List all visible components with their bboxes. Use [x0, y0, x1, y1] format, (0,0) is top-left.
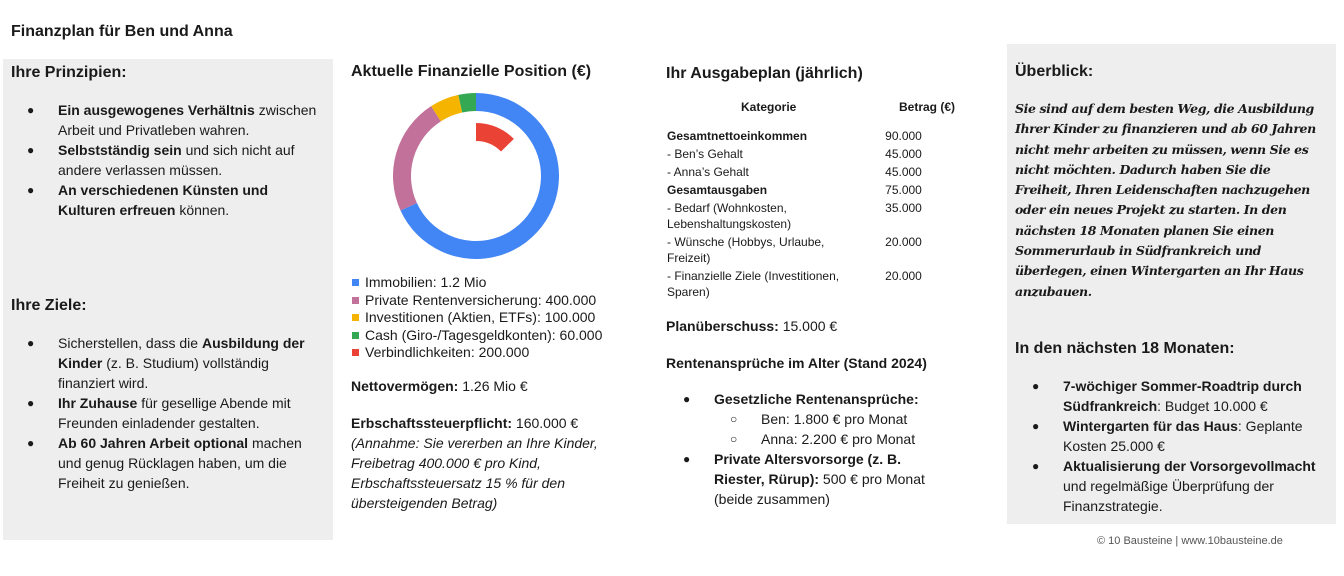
- legend-item: [352, 309, 602, 327]
- bullet-icon: ●: [27, 103, 35, 117]
- spending-row-label: Gesamtausgaben: [667, 183, 768, 197]
- goal-pre: Sicherstellen, dass die: [58, 335, 202, 351]
- principle-item: [27, 180, 322, 220]
- goal-bold: Ihr Zuhause: [58, 395, 138, 411]
- col-amount-header: Betrag (€): [899, 100, 956, 114]
- footer-credit: © 10 Bausteine | www.10bausteine.de: [1097, 535, 1283, 547]
- goal-post: (z. B. Studium) vollständig finanziert wird.: [58, 355, 269, 391]
- spending-row-amount: 20.000: [885, 235, 922, 249]
- pension-sub-item: [683, 429, 953, 449]
- bullet-icon: ●: [27, 336, 35, 350]
- chart-legend: [352, 274, 602, 362]
- net-worth-label: Nettovermögen:: [351, 378, 459, 394]
- circle-bullet-icon: ○: [730, 412, 738, 426]
- next-bold: Wintergarten für das Haus: [1063, 418, 1238, 434]
- principle-item: [27, 100, 322, 140]
- tax-label: Erbschaftssteuerpflicht:: [351, 415, 513, 431]
- next-item: [1032, 456, 1322, 516]
- next-months-list: [1032, 376, 1322, 516]
- circle-bullet-icon: ○: [730, 432, 738, 446]
- bullet-icon: ●: [27, 183, 35, 197]
- overview-heading: Überblick:: [1015, 63, 1094, 80]
- spending-row: [667, 146, 967, 162]
- spending-row: [667, 268, 967, 300]
- spending-row-label: - Wünsche (Hobbys, Urlaube, Freizeit): [667, 235, 825, 265]
- goal-item: [27, 433, 312, 493]
- surplus-label: Planüberschuss:: [666, 318, 779, 334]
- goal-post: für gesellige Abende mit Freunden einladender gestalten.: [58, 395, 291, 431]
- surplus: [666, 316, 837, 336]
- bullet-icon: ●: [27, 143, 35, 157]
- tax-value: 160.000 €: [512, 415, 579, 431]
- principles-list: [27, 100, 322, 220]
- bullet-icon: ●: [27, 436, 35, 450]
- next-item: [1032, 376, 1322, 416]
- next-bold: Aktualisierung der Vorsorgevollmacht: [1063, 458, 1316, 474]
- donut-slice-1: [393, 106, 441, 210]
- tax-note: (Annahme: Sie vererben an Ihre Kinder, Freibetrag 400.000 € pro Kind, Erbschaftssteuersatz 15 % für den übersteigenden Betrag): [351, 435, 598, 511]
- legend-label: Investitionen (Aktien, ETFs): 100.000: [365, 309, 596, 325]
- legend-label: Immobilien: 1.2 Mio: [365, 274, 487, 290]
- legend-label: Cash (Giro-/Tagesgeldkonten): 60.000: [365, 326, 603, 343]
- pension-item: [683, 449, 953, 509]
- legend-item: [352, 274, 602, 292]
- spending-row-label: Gesamtnettoeinkommen: [667, 129, 808, 143]
- next-item: [1032, 416, 1322, 456]
- spending-row-amount: 20.000: [885, 269, 922, 283]
- goal-bold: Ausbildung der Kinder: [58, 335, 305, 371]
- principle-text: können.: [175, 202, 230, 218]
- net-worth-value: 1.26 Mio €: [458, 378, 528, 394]
- principle-bold: An verschiedenen Künsten und Kulturen erfreuen: [58, 182, 269, 218]
- spending-row-label: - Ben’s Gehalt: [667, 147, 743, 161]
- bullet-icon: ●: [27, 396, 35, 410]
- bullet-icon: ●: [683, 452, 691, 466]
- next-text: und regelmäßige Überprüfung der Finanzstrategie.: [1063, 478, 1274, 514]
- spending-row-label: - Bedarf (Wohnkosten, Lebenshaltungskosten): [667, 201, 792, 231]
- goals-heading: Ihre Ziele:: [11, 297, 87, 314]
- pension-bold: Gesetzliche Rentenansprüche:: [714, 391, 919, 407]
- legend-swatch: [352, 332, 359, 339]
- goal-post: machen und genug Rücklagen haben, um die Freiheit zu genießen.: [58, 435, 302, 491]
- spending-row-amount: 45.000: [885, 147, 922, 161]
- legend-swatch: [352, 314, 359, 321]
- legend-swatch: [352, 279, 359, 286]
- spending-table: [667, 100, 967, 300]
- surplus-value: 15.000 €: [778, 318, 838, 334]
- principle-text: und sich nicht auf andere verlassen müssen.: [58, 142, 295, 178]
- next-bold: 7-wöchiger Sommer-Roadtrip durch Südfrankreich: [1063, 378, 1302, 414]
- spending-heading: Ihr Ausgabeplan (jährlich): [666, 65, 863, 82]
- next-text: : Geplante Kosten 25.000 €: [1063, 418, 1303, 454]
- overview-text: Sie sind auf dem besten Weg, die Ausbildung Ihrer Kinder zu finanzieren und ab 60 Jahren nicht mehr arbeiten zu müssen, wenn Sie es nicht möchten. Dadurch haben Sie die Freiheit, Ihren Leidenschaften nachzugehen oder ein neues Projekt zu starten. In den nächsten 18 Monaten planen Sie einen Sommerurlaub in Südfrankreich und überlegen, einen Wintergarten an Ihr Haus anzubauen.: [1015, 101, 1316, 299]
- spending-row-label: - Anna’s Gehalt: [667, 165, 749, 179]
- spending-row-amount: 45.000: [885, 165, 922, 179]
- net-worth: [351, 376, 528, 396]
- inheritance-tax: [351, 413, 626, 513]
- pension-text: 500 € pro Monat (beide zusammen): [714, 471, 925, 507]
- bullet-icon: ●: [1032, 379, 1040, 393]
- spending-row: [667, 164, 967, 180]
- pension-list: [683, 389, 953, 509]
- legend-label: Verbindlichkeiten: 200.000: [365, 344, 530, 360]
- legend-swatch: [352, 349, 359, 356]
- goal-bold: Ab 60 Jahren Arbeit optional: [58, 435, 249, 451]
- spending-row-amount: 35.000: [885, 201, 922, 215]
- pension-heading: Rentenansprüche im Alter (Stand 2024): [666, 355, 927, 371]
- spending-row-amount: 90.000: [885, 129, 922, 143]
- spending-row: [667, 234, 967, 266]
- spending-row: [667, 200, 967, 232]
- legend-label: Private Rentenversicherung: 400.000: [365, 291, 597, 308]
- principle-bold: Ein ausgewogenes Verhältnis: [58, 102, 255, 118]
- goal-item: [27, 333, 312, 393]
- legend-item: [352, 292, 602, 310]
- legend-item: [352, 344, 602, 362]
- legend-swatch: [352, 297, 359, 304]
- spending-row-amount: 75.000: [885, 183, 922, 197]
- goal-item: [27, 393, 312, 433]
- principle-text: zwischen Arbeit und Privatleben wahren.: [58, 102, 317, 138]
- next-months-heading: In den nächsten 18 Monaten:: [1015, 340, 1235, 357]
- next-text: : Budget 10.000 €: [1157, 398, 1268, 414]
- bullet-icon: ●: [683, 392, 691, 406]
- pension-sub-text: Ben: 1.800 € pro Monat: [761, 411, 908, 427]
- bullet-icon: ●: [1032, 459, 1040, 473]
- principles-heading: Ihre Prinzipien:: [11, 64, 127, 81]
- pension-item: [683, 389, 953, 409]
- spending-row: [667, 128, 967, 144]
- spending-row-label: - Finanzielle Ziele (Investitionen, Sparen): [667, 269, 840, 299]
- goals-list: [27, 333, 312, 493]
- principle-bold: Selbstständig sein: [58, 142, 182, 158]
- legend-item: [352, 327, 602, 345]
- principle-item: [27, 140, 322, 180]
- bullet-icon: ●: [1032, 419, 1040, 433]
- spending-rows: [667, 128, 967, 300]
- pension-sub-item: [683, 409, 953, 429]
- donut-slice-4: [476, 123, 514, 152]
- col-category-header: Kategorie: [741, 100, 797, 114]
- pension-sub-text: Anna: 2.200 € pro Monat: [761, 431, 916, 447]
- donut-chart: [393, 93, 559, 259]
- spending-row: [667, 182, 967, 198]
- position-heading: Aktuelle Finanzielle Position (€): [351, 63, 592, 80]
- pension-bold: Private Altersvorsorge (z. B. Riester, Rürup):: [714, 451, 901, 487]
- page-title: Finanzplan für Ben und Anna: [11, 23, 233, 40]
